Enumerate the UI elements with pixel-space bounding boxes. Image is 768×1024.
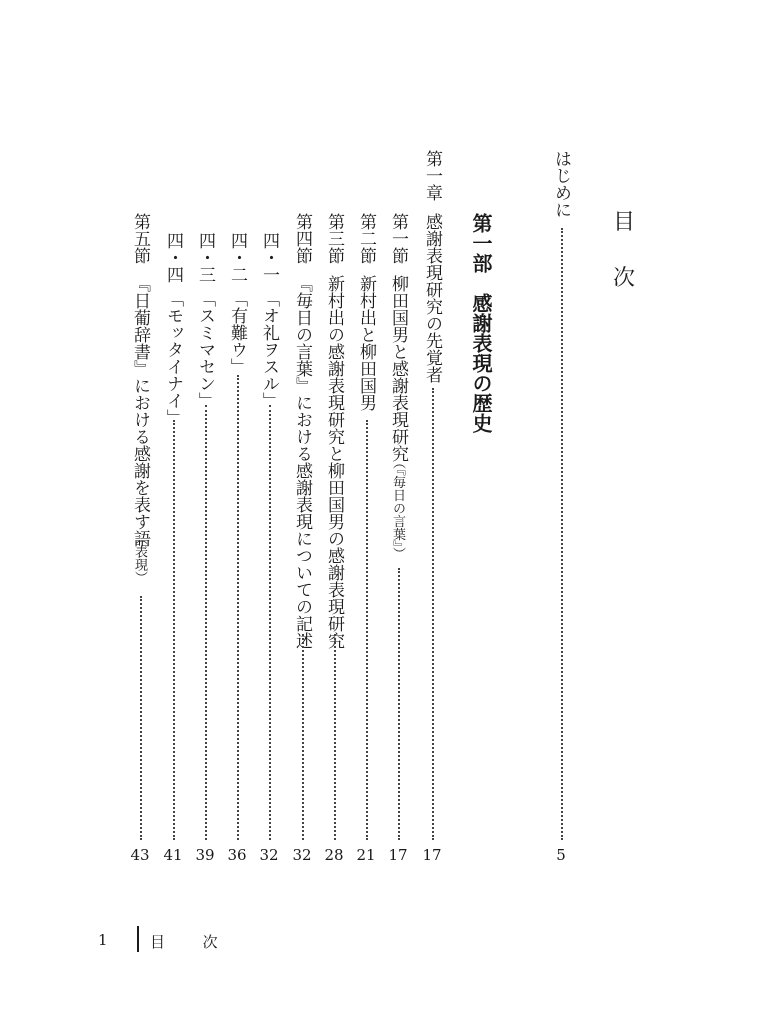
subsection-4-4-page-number: 41 — [163, 846, 183, 864]
section1-page-number: 17 — [388, 846, 408, 864]
footer-running-title — [150, 931, 218, 952]
chapter1-leader-dots — [432, 388, 434, 840]
footer-page-number: 1 — [98, 931, 108, 949]
subsection-4-3-leader-dots — [205, 405, 207, 840]
subsection-4-1-page-number: 32 — [259, 846, 279, 864]
section3-title: 新村出の感謝表現研究と柳田国男の感謝表現研究 — [324, 275, 344, 649]
subsection-4-3-label: 四・三 — [195, 232, 215, 283]
section5-title: 『日葡辞書』における感謝を表す語 — [130, 275, 150, 547]
section2-page-number: 21 — [356, 846, 376, 864]
section4-leader-dots — [302, 634, 304, 840]
subsection-4-4-leader-dots — [173, 420, 175, 840]
section2-leader-dots — [366, 420, 368, 840]
section5-note: （表現） — [132, 532, 147, 584]
section1-label: 第一節 — [388, 213, 408, 264]
section5-leader-dots — [140, 596, 142, 840]
toc-title-char-2: 次 — [613, 266, 636, 291]
footer-title-char-2: 次 — [202, 933, 218, 951]
section5-page-number: 43 — [130, 846, 150, 864]
section1-leader-dots — [398, 568, 400, 840]
part1-heading: 第一部 感謝表現の歴史 — [469, 213, 493, 433]
section5-label: 第五節 — [130, 213, 150, 264]
subsection-4-4-label: 四・四 — [163, 232, 183, 283]
footer-title-char-1: 目 — [150, 933, 166, 951]
preface-page-number: 5 — [556, 846, 566, 864]
toc-title-char-1: 目 — [613, 210, 636, 235]
section2-label: 第二節 — [356, 213, 376, 264]
footer-divider — [137, 926, 139, 952]
subsection-4-1-label: 四・一 — [259, 232, 279, 283]
subsection-4-1-leader-dots — [269, 405, 271, 840]
section1-title: 柳田国男と感謝表現研究 — [388, 275, 408, 462]
subsection-4-4-title: 「モッタイナイ」 — [163, 290, 183, 426]
subsection-4-2-leader-dots — [237, 375, 239, 840]
section3-leader-dots — [334, 634, 336, 840]
subsection-4-3-title: 「スミマセン」 — [195, 290, 215, 409]
section4-title: 『毎日の言葉』における感謝表現についての記述 — [292, 275, 312, 649]
section4-label: 第四節 — [292, 213, 312, 264]
subsection-4-2-page-number: 36 — [227, 846, 247, 864]
preface-leader-dots — [561, 228, 563, 840]
section1-note: （『毎日の言葉』） — [390, 456, 405, 560]
subsection-4-2-label: 四・二 — [227, 232, 247, 283]
subsection-4-3-page-number: 39 — [195, 846, 215, 864]
chapter1-label: 第一章 — [422, 150, 442, 201]
section3-page-number: 28 — [324, 846, 344, 864]
chapter1-title: 感謝表現研究の先覚者 — [422, 213, 442, 383]
section2-title: 新村出と柳田国男 — [356, 275, 376, 411]
preface-label: はじめに — [551, 150, 571, 218]
section4-page-number: 32 — [292, 846, 312, 864]
section3-label: 第三節 — [324, 213, 344, 264]
chapter1-page-number: 17 — [422, 846, 442, 864]
subsection-4-2-title: 「有難ウ」 — [227, 290, 247, 375]
subsection-4-1-title: 「オ礼ヲスル」 — [259, 290, 279, 409]
